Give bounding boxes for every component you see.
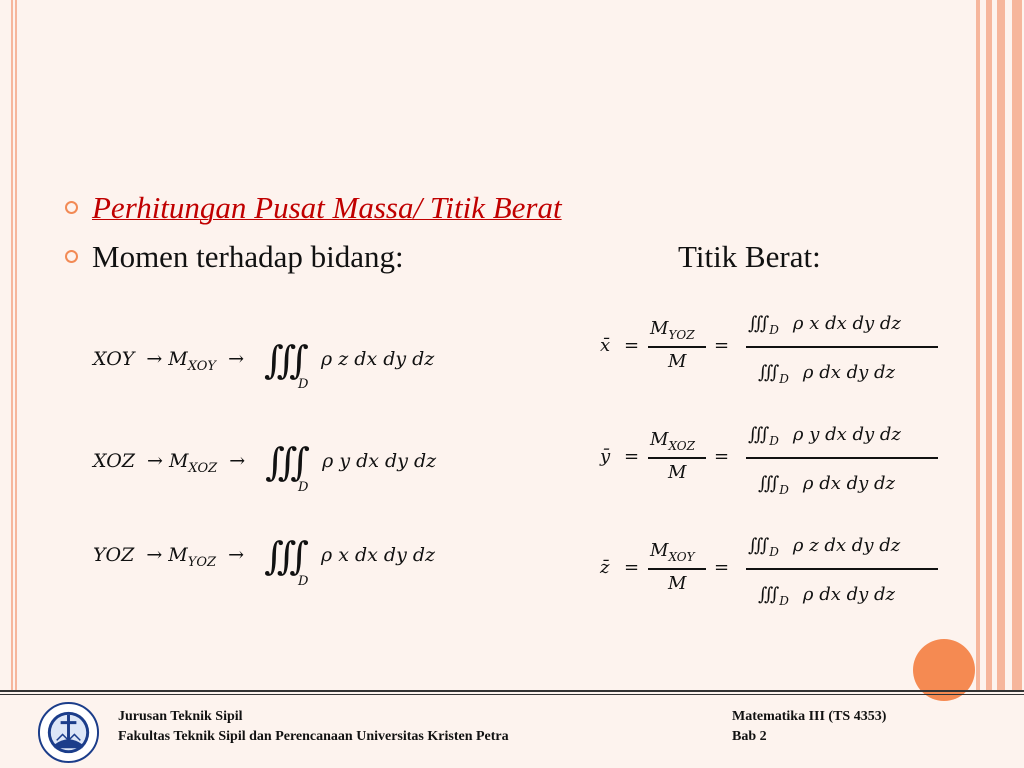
equals-symbol: = [714, 335, 730, 356]
moment-symbol: M [650, 540, 669, 561]
triple-integral-symbol: ∭ [264, 534, 301, 578]
domain-label: D [779, 594, 789, 608]
numerator-integral [748, 424, 901, 448]
integrand: ρ x dx dy dz [792, 313, 901, 334]
triple-integral-symbol: ∭ [264, 338, 301, 382]
numerator-integral [748, 535, 900, 559]
footer-chapter: Bab 2 [732, 729, 767, 744]
plane-label: YOZ [93, 544, 135, 566]
moment-formula-xoy [93, 338, 434, 382]
integrand: ρ dx dy dz [802, 362, 896, 383]
integrand: ρ z dx dy dz [792, 535, 901, 556]
fraction-bar [648, 346, 706, 348]
fraction-bar [746, 568, 938, 570]
triple-integral-symbol: ∭ [758, 473, 780, 494]
integrand: ρ dx dy dz [802, 473, 896, 494]
equals-symbol: = [624, 446, 640, 467]
fraction-bar [648, 457, 706, 459]
moment-subscript: XOY [187, 359, 217, 374]
moment-symbol: M [650, 429, 669, 450]
integrand: ρ y dx dy dz [322, 450, 437, 472]
moment-subscript: YOZ [668, 328, 695, 342]
domain-label: D [298, 574, 309, 589]
moment-formula-xoz [93, 440, 436, 484]
university-seal-logo [37, 701, 100, 764]
triple-integral-symbol: ∭ [748, 535, 770, 556]
equals-symbol: = [714, 557, 730, 578]
triple-integral-symbol: ∭ [265, 440, 303, 484]
triple-integral-symbol: ∭ [748, 313, 770, 334]
denominator-integral [758, 362, 895, 386]
domain-label: D [298, 480, 309, 495]
triple-integral-symbol: ∭ [758, 584, 780, 605]
domain-label: D [298, 377, 309, 392]
right-stripe [986, 0, 992, 691]
bullet-text: Momen terhadap bidang: [92, 239, 404, 274]
equals-symbol: = [714, 446, 730, 467]
plane-label: XOY [93, 348, 135, 370]
right-stripe [976, 0, 980, 691]
fraction-bar [648, 568, 706, 570]
numerator-integral [748, 313, 901, 337]
triple-integral-symbol: ∭ [748, 424, 770, 445]
numerator-moment [650, 318, 695, 342]
arrow-symbol: → [229, 450, 246, 472]
right-stripe [1012, 0, 1022, 691]
moment-symbol: M [168, 348, 188, 370]
fraction-bar [746, 457, 938, 459]
left-border-line [11, 0, 13, 691]
moment-subscript: XOZ [188, 461, 218, 476]
moment-symbol: M [650, 318, 669, 339]
domain-label: D [769, 545, 779, 559]
left-border-line [15, 0, 17, 691]
arrow-symbol: → [228, 348, 244, 370]
arrow-symbol: → [228, 544, 245, 566]
domain-label: D [769, 323, 779, 337]
denominator-mass: M [668, 573, 687, 594]
footer-course: Matematika III (TS 4353) [732, 709, 887, 724]
moment-subscript: YOZ [187, 555, 217, 570]
centroid-variable: x̄ [600, 335, 611, 356]
domain-label: D [779, 483, 789, 497]
arrow-symbol: → [146, 348, 163, 370]
numerator-moment [650, 540, 695, 564]
arrow-symbol: → [146, 544, 163, 566]
moment-subscript: XOZ [668, 439, 695, 453]
moment-symbol: M [168, 544, 188, 566]
denominator-integral [758, 584, 895, 608]
footer-department: Jurusan Teknik Sipil [118, 709, 243, 724]
domain-label: D [779, 372, 789, 386]
moment-formula-yoz [93, 534, 435, 578]
footer-divider [0, 690, 1024, 692]
integrand: ρ z dx dy dz [321, 348, 435, 370]
bullet-ring-icon [65, 250, 78, 263]
integrand: ρ x dx dy dz [321, 544, 436, 566]
plane-label: XOZ [93, 450, 135, 472]
domain-label: D [769, 434, 779, 448]
footer-faculty: Fakultas Teknik Sipil dan Perencanaan Universitas Kristen Petra [118, 729, 509, 744]
bullet-ring-icon [65, 201, 78, 214]
triple-integral-symbol: ∭ [758, 362, 780, 383]
arrow-symbol: → [147, 450, 163, 472]
equals-symbol: = [624, 557, 640, 578]
integrand: ρ y dx dy dz [792, 424, 901, 445]
numerator-moment [650, 429, 695, 453]
titik-berat-label: Titik Berat: [678, 239, 821, 274]
equals-symbol: = [624, 335, 640, 356]
denominator-integral [758, 473, 895, 497]
moment-symbol: M [168, 450, 189, 472]
denominator-mass: M [668, 462, 687, 483]
footer-divider [0, 694, 1024, 695]
centroid-variable: z̄ [600, 557, 610, 578]
denominator-mass: M [668, 351, 687, 372]
centroid-variable: ȳ [600, 446, 611, 467]
moment-subscript: XOY [668, 550, 695, 564]
right-stripe [997, 0, 1005, 691]
integrand: ρ dx dy dz [802, 584, 896, 605]
bullet-link-text[interactable]: Perhitungan Pusat Massa/ Titik Berat [92, 190, 562, 225]
fraction-bar [746, 346, 938, 348]
